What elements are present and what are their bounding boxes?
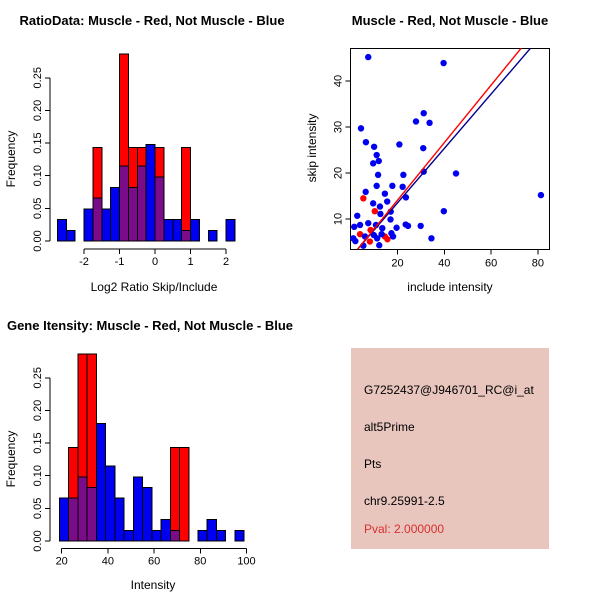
x-axis-label: Log2 Ratio Skip/Include (90, 280, 218, 294)
hist-bar-blue (207, 519, 216, 541)
scatter-point-blue (399, 184, 405, 190)
y-tick-label: 0.00 (32, 230, 44, 252)
x-tick-label: 60 (147, 555, 161, 568)
y-axis-label: Frequency (4, 130, 18, 188)
scatter-point-blue (370, 160, 376, 166)
x-tick-label: 80 (194, 555, 207, 568)
y-tick-label: 20 (332, 166, 345, 180)
scatter-point-blue (413, 118, 419, 124)
scatter-point-blue (390, 233, 396, 239)
scatter-point-blue (421, 110, 427, 116)
hist-bar-overlap (155, 177, 164, 241)
info-panel (351, 348, 549, 549)
scatter-point-blue (382, 191, 388, 197)
hist-bar-blue (235, 531, 244, 541)
scatter-point-blue (393, 225, 399, 231)
x-tick-label: 1 (187, 256, 194, 268)
hist-bar-blue (164, 219, 173, 241)
pval-text: Pval: 2.000000 (364, 522, 445, 536)
hist-bar-overlap (128, 187, 137, 241)
hist-bar-blue (173, 219, 182, 241)
x-tick-label: 40 (438, 257, 451, 270)
x-tick-label: -2 (79, 256, 89, 268)
hist-bar-blue (191, 219, 200, 241)
scatter-point-blue (365, 54, 371, 60)
splice-type-text: alt5Prime (364, 420, 415, 434)
scatter-point-red (372, 208, 378, 214)
hist-bar-blue (146, 144, 155, 241)
hist-bar-blue (115, 498, 124, 541)
scatter-point-blue (354, 213, 360, 219)
scatter-point-blue (376, 158, 382, 164)
hist-bar-blue (208, 231, 217, 241)
hist-bar-overlap (137, 166, 146, 241)
hist-bar-blue (216, 531, 225, 541)
x-tick-label: 100 (237, 555, 256, 568)
hist-bar-overlap (69, 498, 78, 541)
hist-bar-blue (57, 219, 66, 241)
y-tick-label: 0.10 (32, 164, 44, 187)
y-tick-label: 0.15 (32, 132, 44, 154)
scatter-point-blue (374, 235, 380, 241)
scatter-point-blue (387, 216, 393, 222)
scatter-point-blue (538, 192, 544, 198)
chart-title: Muscle - Red, Not Muscle - Blue (351, 13, 549, 28)
scatter-point-blue (379, 225, 385, 231)
y-tick-label: 10 (332, 212, 345, 226)
hist-bar-blue (143, 487, 152, 541)
y-axis-label: skip intensity (305, 113, 319, 183)
hist-bar-red (170, 448, 179, 541)
hist-bar-red (180, 448, 189, 541)
scatter-point-blue (373, 183, 379, 189)
hist-bar-blue (96, 423, 105, 541)
hist-bar-blue (161, 519, 170, 541)
x-axis-label: Intensity (130, 578, 176, 592)
scatter-point-blue (426, 120, 432, 126)
hist-bar-blue (226, 219, 235, 241)
x-tick-label: 2 (222, 256, 230, 268)
scatter-point-blue (428, 235, 434, 241)
hist-bar-blue (102, 209, 111, 241)
hist-bar-blue (84, 209, 93, 241)
y-tick-label: 0.25 (32, 367, 44, 389)
scatter-point-blue (405, 223, 411, 229)
scatter-point-blue (441, 208, 447, 214)
scatter-point-blue (362, 189, 368, 195)
x-tick-label: -1 (114, 256, 125, 268)
scatter-point-blue (363, 139, 369, 145)
probe-id-text: G7252437@J946701_RC@i_at (364, 383, 534, 397)
scatter-point-blue (400, 172, 406, 178)
y-axis-label: Frequency (4, 430, 18, 488)
y-tick-label: 40 (332, 74, 345, 88)
scatter-point-blue (417, 223, 423, 229)
scatter-point-blue (371, 144, 377, 150)
scatter-point-blue (377, 211, 383, 217)
y-tick-label: 0.10 (32, 464, 44, 487)
hist-bar-overlap (170, 531, 179, 541)
scatter-point-blue (384, 198, 390, 204)
y-tick-label: 0.05 (32, 197, 44, 220)
scatter-point-blue (375, 172, 381, 178)
hist-bar-overlap (120, 166, 129, 241)
scatter-point-blue (357, 222, 363, 228)
scatter-point-blue (420, 145, 426, 151)
scatter-point-blue (396, 141, 402, 147)
hist-bar-blue (152, 531, 161, 541)
scatter-point-blue (352, 238, 358, 244)
y-tick-label: 0.20 (32, 99, 44, 122)
hist-bar-blue (133, 477, 142, 541)
hist-bar-blue (124, 531, 133, 541)
hist-bar-blue (198, 531, 207, 541)
gene-symbol-text: Pts (364, 457, 382, 471)
hist-bar-blue (66, 231, 75, 241)
x-tick-label: 20 (55, 555, 68, 568)
x-tick-label: 60 (484, 257, 498, 270)
fit-line-blue (357, 48, 530, 249)
scatter-point-red (367, 238, 373, 244)
x-tick-label: 0 (151, 256, 159, 268)
ratio-histogram-panel (0, 0, 300, 300)
locus-text: chr9.25991-2.5 (364, 494, 445, 508)
hist-bar-overlap (78, 477, 87, 541)
hist-bar-blue (59, 498, 68, 541)
hist-bar-overlap (87, 487, 96, 541)
scatter-point-blue (351, 224, 357, 230)
y-tick-label: 0.25 (32, 67, 44, 89)
fit-line-red (357, 48, 521, 249)
hist-bar-overlap (93, 198, 102, 241)
scatter-point-blue (365, 220, 371, 226)
chart-title: RatioData: Muscle - Red, Not Muscle - Blue (19, 13, 285, 28)
intensity-scatter-panel (300, 0, 600, 300)
hist-bar-red (182, 148, 191, 241)
hist-bar-overlap (182, 231, 191, 241)
chart-title: Gene Itensity: Muscle - Red, Not Muscle - Blue (6, 318, 294, 333)
y-tick-label: 0.15 (32, 432, 44, 454)
scatter-point-blue (358, 125, 364, 131)
scatter-point-blue (440, 60, 446, 66)
scatter-point-red (360, 195, 366, 201)
scatter-point-blue (377, 203, 383, 209)
x-axis-label: include intensity (407, 280, 493, 294)
y-tick-label: 0.05 (32, 497, 44, 520)
scatter-point-blue (376, 242, 382, 248)
scatter-point-blue (373, 152, 379, 158)
hist-bar-blue (106, 466, 115, 541)
x-tick-label: 40 (101, 555, 115, 568)
y-tick-label: 0.20 (32, 399, 44, 422)
scatter-point-blue (370, 200, 376, 206)
x-tick-label: 20 (391, 257, 404, 270)
y-tick-label: 30 (332, 120, 345, 134)
hist-bar-blue (111, 187, 120, 241)
gene-histogram-panel (0, 300, 300, 600)
plot-box (351, 48, 550, 249)
y-tick-label: 0.00 (32, 530, 44, 552)
scatter-point-blue (453, 170, 459, 176)
x-tick-label: 80 (531, 257, 545, 270)
scatter-point-blue (389, 183, 395, 189)
scatter-point-red (384, 236, 390, 242)
